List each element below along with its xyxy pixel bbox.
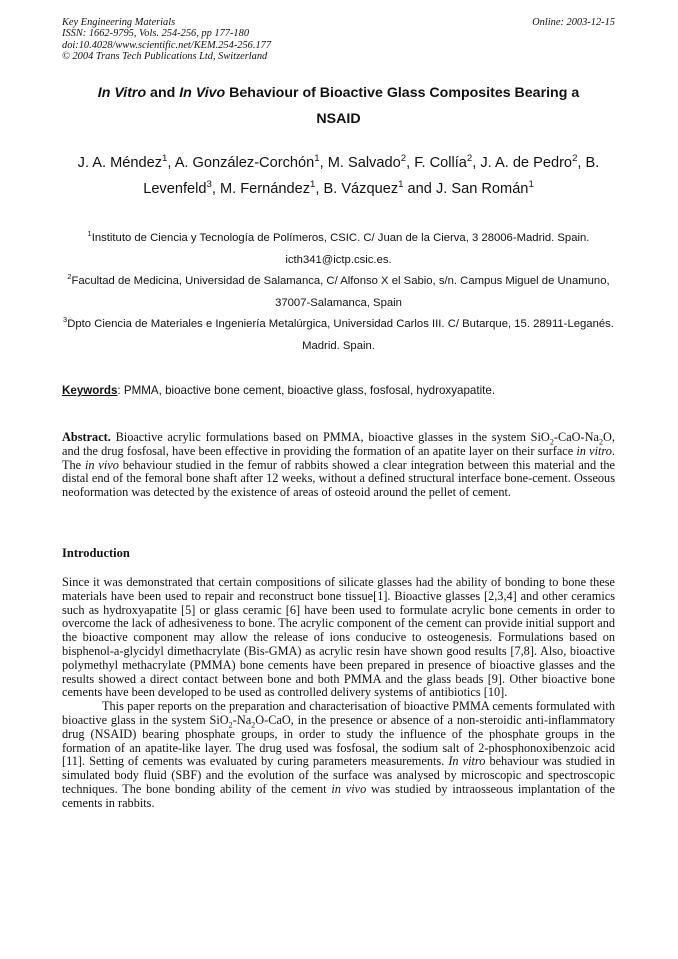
author: F. Collía$^2$,	[414, 153, 481, 171]
abstract: Abstract. Bioactive acrylic formulations based on PMMA, bioactive glasses in the system $SiO_2-CaO-Na_2O$, and the drug fosfosal, have been effective in providing the formation of an apatite layer on their surface in vitro. The in vivo behaviour studied in the femur of rabbits showed a clear integration between this material and the distal end of the femoral bone shaft after 12 weeks, without a defined structural interface bone-cement. Osseous neoformation was detected by the existence of areas of osteoid around the pellet of cement.	[62, 430, 615, 500]
affiliation: $^1$Instituto de Ciencia y Tecnología de Polímeros, CSIC. C/ Juan de la Cierva, 3 28006-Madrid. Spain. icth341@ictp.csic.es.	[87, 229, 590, 266]
keywords-label: Keywords	[62, 384, 118, 397]
doi-line: doi:10.4028/www.scientific.net/KEM.254-256.177	[62, 39, 272, 51]
paragraph: This paper reports on the preparation and characterisation of bioactive PMMA cements formulated with bioactive glass in the system $SiO_2-Na_2O$-CaO, in the presence or absence of a non-steroidic anti-inflammatory drug (NSAID) bearing phosphate groups, in order to study the influence of the phosphate groups in the formation of an apatite-like layer. The drug used was fosfosal, the sodium salt of 2-phosphonoxibenzoic acid [11]. Setting of cements was evaluated by curing parameters measurements. In vitro behaviour was studied in simulated body fluid (SBF) and the evolution of the surface was analysed by microscopic and spectroscopic techniques. The bone bonding ability of the cement in vivo was studied by intraosseous implantation of the cements in rabbits.	[62, 699, 615, 810]
affiliation: $^2$Facultad de Medicina, Universidad de Salamanca, C/ Alfonso X el Sabio, s/n. Campus Miguel de Unamuno, 37007-Salamanca, Spain	[67, 272, 610, 309]
author: J. San Román$^1$	[435, 179, 534, 197]
journal-name: Key Engineering Materials	[62, 17, 176, 28]
author: M. Fernández$^1$,	[219, 179, 324, 197]
journal-info	[62, 17, 271, 63]
keywords-text: : PMMA, bioactive bone cement, bioactive glass, fosfosal, hydroxyapatite.	[117, 384, 496, 397]
paper-title	[62, 80, 615, 132]
paragraph: Since it was demonstrated that certain compositions of silicate glasses had the ability of bonding to bone these materials have been used to repair and reconstruct bone tissue[1]. Bioactive glasses [2,3,4] and other ceramics such as hydroxyapatite [5] or glass ceramic [6] have been used to formulate acrylic bone cements in order to overcome the lack of adhesiveness to bone. The acrylic component of the cement can provide initial support and the bioactive component may allow the release of ions conducive to osteogenesis. Formulations based on bisphenol-a-glycidyl dimethacrylate (Bis-GMA) as acrylic resin have shown good results [7,8]. Also, bioactive polymethyl methacrylate (PMMA) bone cements have been prepared in presence of bioactive glasses and the results showed a direct contact between bone and both PMMA and the glass beads [9]. Other bioactive bone cements have been developed to be used as controlled delivery systems of antibiotics [10].	[62, 575, 615, 700]
online-date: Online: 2003-12-15	[532, 17, 615, 28]
author-list	[62, 150, 615, 202]
section-heading-introduction: Introduction	[62, 546, 130, 560]
title-in-vivo: In Vivo	[179, 85, 226, 101]
issn-line: ISSN: 1662-9795, Vols. 254-256, pp 177-180	[62, 28, 250, 40]
author: B. Vázquez$^1$ and	[323, 179, 436, 197]
affiliation: $^3$Dpto Ciencia de Materiales e Ingeniería Metalúrgica, Universidad Carlos III. C/ Butarque, 15. 28911-Leganés. Madrid. Spain.	[63, 315, 614, 352]
copyright-line: © 2004 Trans Tech Publications Ltd, Switzerland	[62, 51, 268, 63]
affiliation-list	[62, 228, 615, 357]
author: A. González-Corchón$^1$,	[174, 153, 328, 171]
title-rest-line1: Behaviour of Bioactive Glass Composites Bearing a	[225, 85, 580, 101]
abstract-label: Abstract.	[62, 430, 111, 444]
introduction-body	[62, 576, 615, 811]
title-and: and	[146, 85, 180, 101]
author: J. A. Méndez$^1$,	[77, 153, 175, 171]
title-in-vitro: In Vitro	[97, 85, 147, 101]
author: B. Levenfeld$^3$,	[143, 155, 600, 197]
keywords	[62, 383, 615, 398]
author: J. A. de Pedro$^2$,	[480, 153, 586, 171]
author: M. Salvado$^2$,	[327, 153, 415, 171]
title-rest-line2: NSAID	[316, 111, 361, 127]
